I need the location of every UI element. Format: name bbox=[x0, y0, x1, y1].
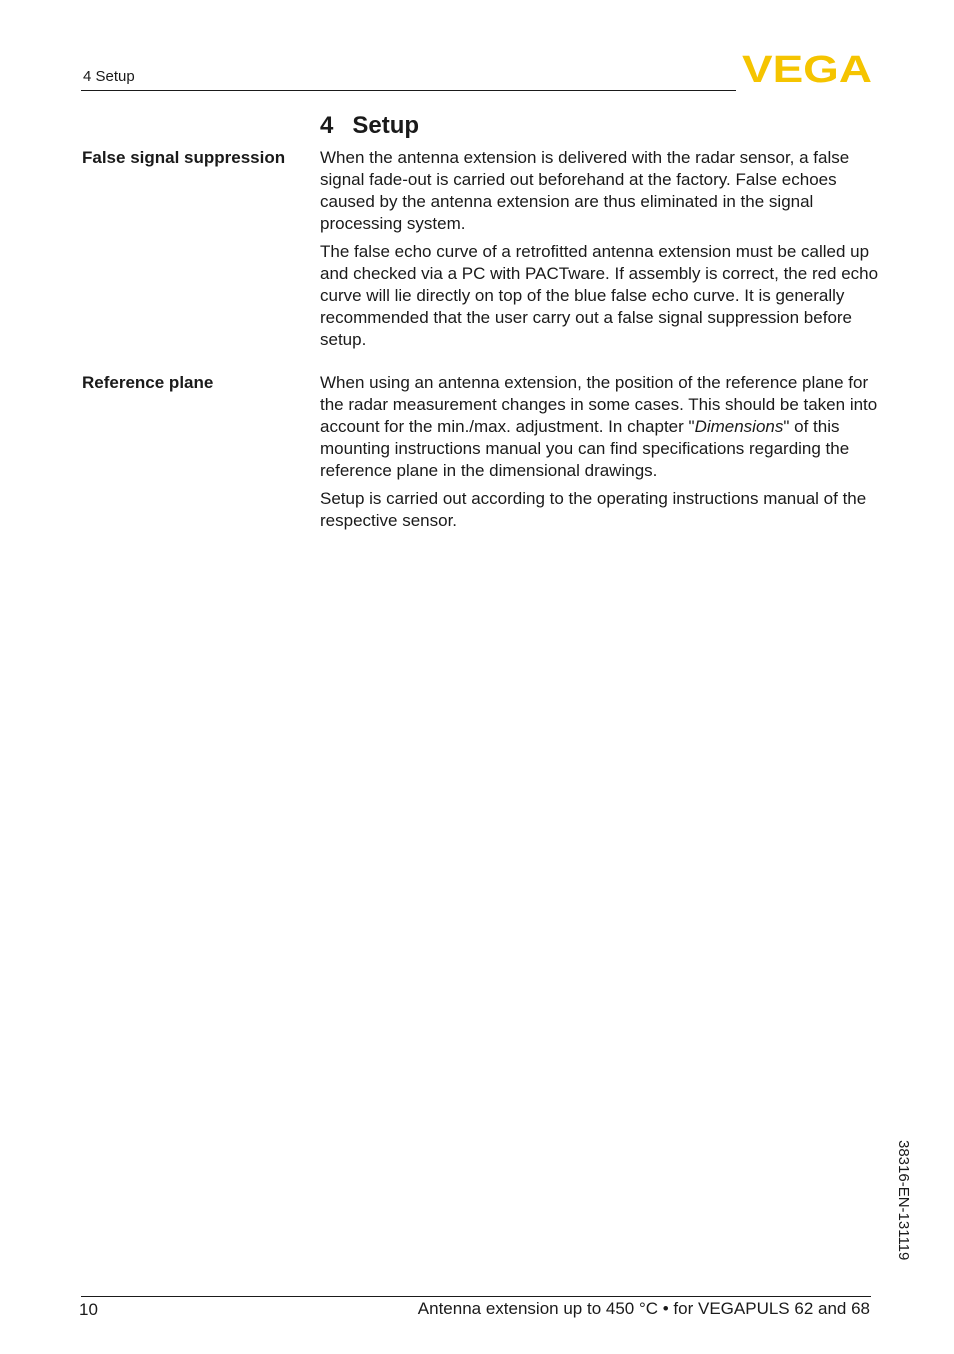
running-header: 4 Setup bbox=[83, 68, 135, 85]
side-label-false-signal: False signal suppression bbox=[82, 148, 286, 167]
side-label-reference-plane: Reference plane bbox=[82, 373, 214, 392]
paragraph: When using an antenna extension, the position of the reference plane for the radar measurement changes in some cases. This should be taken into account for the min./max. adjustment. In chapter "Dimensions" of this mounting instructions manual you can find specifications regarding the reference plane in the dimensional drawings. bbox=[320, 373, 878, 480]
footer-divider bbox=[81, 1296, 871, 1297]
header-divider bbox=[81, 90, 736, 91]
vega-logo bbox=[742, 52, 872, 84]
chapter-number: 4 bbox=[320, 112, 334, 139]
chapter-heading bbox=[320, 112, 419, 140]
chapter-title: Setup bbox=[352, 112, 420, 139]
footer-document-title: Antenna extension up to 450 °C • for VEGAPULS 62 and 68 bbox=[417, 1299, 870, 1318]
section-reference-plane bbox=[320, 372, 880, 538]
chapter-reference: Dimensions bbox=[694, 417, 784, 436]
svg-text:VEGA: VEGA bbox=[742, 52, 872, 84]
section-false-signal bbox=[320, 147, 880, 357]
paragraph: When the antenna extension is delivered with the radar sensor, a false signal fade-out is carried out beforehand at the factory. False echoes caused by the antenna extension are thus eliminated in the signal processing system. bbox=[320, 148, 850, 233]
page-number: 10 bbox=[79, 1300, 98, 1319]
paragraph: Setup is carried out according to the operating instructions manual of the respective sensor. bbox=[320, 489, 867, 530]
document-code: 38316-EN-131119 bbox=[895, 1140, 912, 1261]
paragraph: The false echo curve of a retrofitted antenna extension must be called up and checked via a PC with PACTware. If assembly is correct, the red echo curve will lie directly on top of the blue false echo curve. It is generally recommended that the user carry out a false signal suppression before setup. bbox=[320, 242, 879, 349]
